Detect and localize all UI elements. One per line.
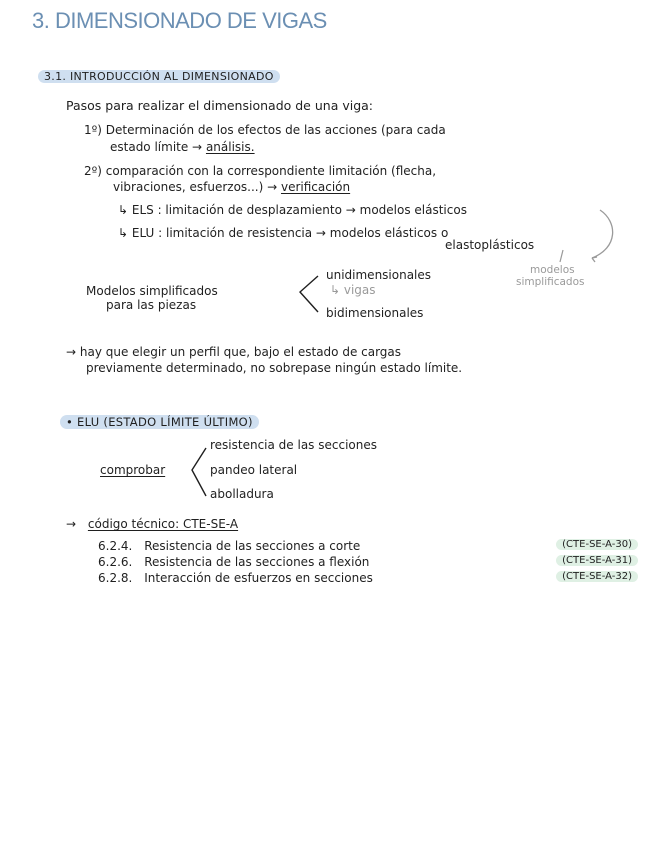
ref-num: 6.2.8. [98,571,133,585]
models-label-line1: Modelos simplificados [86,284,218,298]
section-heading-intro-text: 3.1. INTRODUCCIÓN AL DIMENSIONADO [38,70,280,83]
models-option-bidimensional: bidimensionales [326,306,424,320]
intro-line: Pasos para realizar el dimensionado de una viga: [66,98,374,113]
step2-line1: 2º) comparación con la correspondiente limitación (flecha, [84,164,437,178]
ref-code: (CTE-SE-A-31) [556,555,638,566]
ref-code: (CTE-SE-A-32) [556,571,638,582]
models-label-line2: para las piezas [106,298,197,312]
check-brace [192,448,206,496]
side-bracket-arrow [592,210,613,258]
side-note-line2: simplificados [516,276,585,288]
note-line1: → hay que elegir un perfil que, bajo el estado de cargas [66,345,402,359]
elu-line: ↳ ELU : limitación de resistencia → modelos elásticos o [118,226,449,240]
ref-code: (CTE-SE-A-30) [556,539,638,550]
step2-prefix: vibraciones, esfuerzos...) → [113,180,278,194]
check-item-resistencia: resistencia de las secciones [210,438,377,452]
note-line2: previamente determinado, no sobrepase ningún estado límite. [86,361,463,375]
step1-line1: 1º) Determinación de los efectos de las acciones (para cada [84,123,446,137]
elu-line-cont: elastoplásticos [445,238,535,252]
section-heading-elu-text: • ELU (ESTADO LÍMITE ÚLTIMO) [60,415,259,429]
check-label: comprobar [100,463,166,477]
ref-text: Resistencia de las secciones a flexión [144,555,370,569]
ref-text: Interacción de esfuerzos en secciones [144,571,373,585]
els-line: ↳ ELS : limitación de desplazamiento → modelos elásticos [118,203,467,217]
page-title: 3. DIMENSIONADO DE VIGAS [32,8,327,33]
step1-term: análisis. [205,140,255,154]
step2-term: verificación [280,180,351,194]
ref-num: 6.2.6. [98,555,133,569]
code-text: código técnico: CTE-SE-A [87,517,239,531]
check-item-abolladura: abolladura [210,487,274,501]
side-arrow-small [560,250,563,262]
side-note-line1: modelos [530,264,575,276]
step1-prefix: estado límite → [110,140,203,154]
code-prefix: → [66,517,77,531]
models-brace [300,276,318,312]
side-arrow-head [592,257,597,262]
models-option-unidimensional: unidimensionales [326,268,432,282]
ref-text: Resistencia de las secciones a corte [144,539,361,553]
models-option-vigas: ↳ vigas [330,283,376,297]
ref-num: 6.2.4. [98,539,133,553]
check-item-pandeo: pandeo lateral [210,463,298,477]
